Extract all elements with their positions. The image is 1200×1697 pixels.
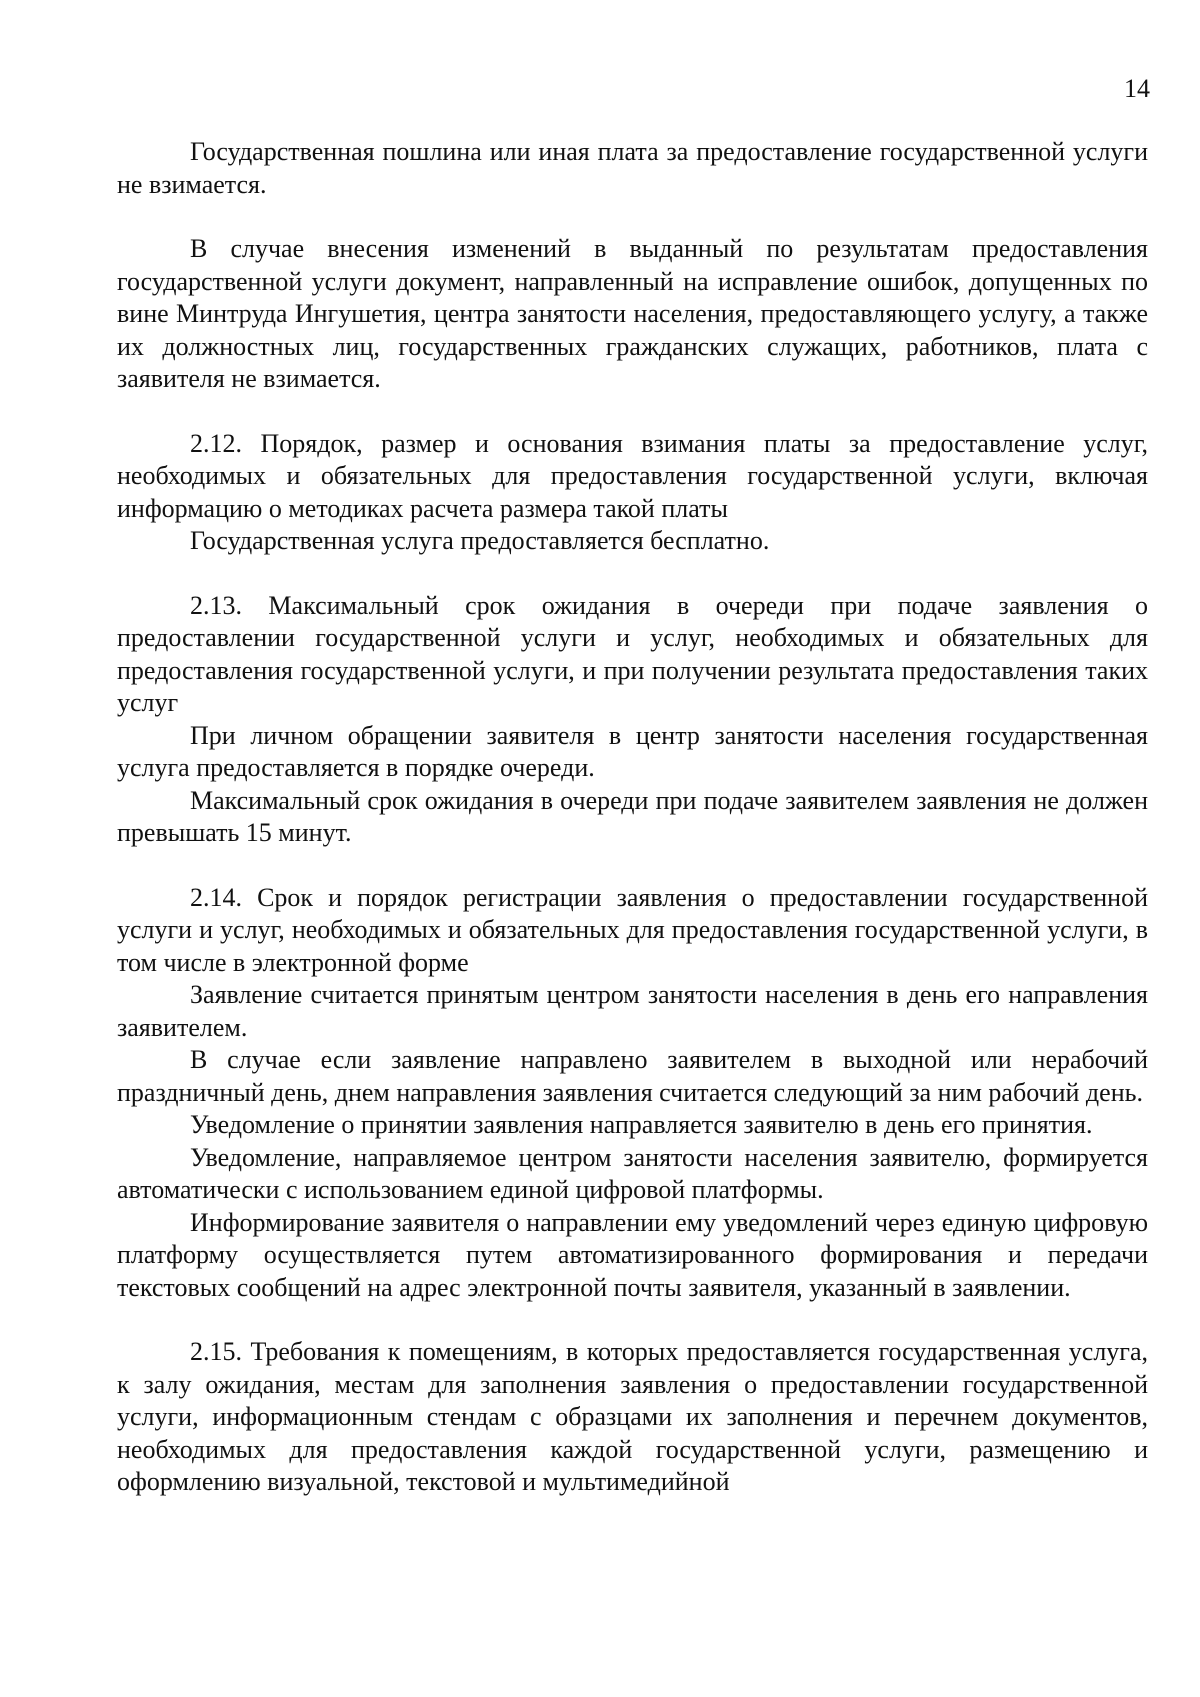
paragraph-holiday-submission: В случае если заявление направлено заявителем в выходной или нерабочий праздничный день, днем направления заявления считается следующий за ним рабочий день. — [117, 1045, 1148, 1107]
paragraph-notification-auto: Уведомление, направляемое центром занятости населения заявителю, формируется автоматически с использованием единой цифровой платформы. — [117, 1142, 1148, 1204]
section-heading-2-13: 2.13. Максимальный срок ожидания в очереди при подаче заявления о предоставлении государственной услуги и услуг, необходимых и обязательных для предоставления государственной услуги, и при получении результата предоставления таких услуг — [117, 590, 1148, 717]
section-heading-2-15: 2.15. Требования к помещениям, в которых предоставляется государственная услуга, к залу ожидания, местам для заполнения заявления о предоставлении государственной услуги, информационным стендам с образцами их заполнения и перечнем документов, необходимых для предоставления каждой государственной услуги, размещению и оформлению визуальной, текстовой и мультимедийной — [117, 1337, 1148, 1496]
paragraph-notification-email: Информирование заявителя о направлении ему уведомлений через единую цифровую платформу осуществляется путем автоматизированного формирования и передачи текстовых сообщений на адрес электронной почты заявителя, указанный в заявлении. — [117, 1207, 1148, 1302]
paragraph-queue-order: При личном обращении заявителя в центр занятости населения государственная услуга предоставляется в порядке очереди. — [117, 720, 1148, 782]
section-heading-2-12: 2.12. Порядок, размер и основания взимания платы за предоставление услуг, необходимых и обязательных для предоставления государственной услуги, включая информацию о методиках расчета размера такой платы — [117, 428, 1148, 523]
paragraph-application-accepted: Заявление считается принятым центром занятости населения в день его направления заявителем. — [117, 980, 1148, 1042]
paragraph-notification-day: Уведомление о принятии заявления направляется заявителю в день его принятия. — [190, 1110, 1093, 1139]
paragraph-max-wait: Максимальный срок ожидания в очереди при подаче заявителем заявления не должен превышать 15 минут. — [117, 785, 1148, 847]
section-heading-2-14: 2.14. Срок и порядок регистрации заявления о предоставлении государственной услуги и услуг, необходимых и обязательных для предоставления государственной услуги, в том числе в электронной форме — [117, 882, 1148, 977]
paragraph-corrections-free: В случае внесения изменений в выданный по результатам предоставления государственной услуги документ, направленный на исправление ошибок, допущенных по вине Минтруда Ингушетия, центра занятости населения, предоставляющего услугу, а также их должностных лиц, государственных гражданских служащих, работников, плата с заявителя не взимается. — [117, 234, 1148, 393]
paragraph-service-free: Государственная услуга предоставляется бесплатно. — [190, 526, 770, 555]
paragraph-fee-not-charged: Государственная пошлина или иная плата за предоставление государственной услуги не взимается. — [117, 137, 1148, 199]
document-body — [117, 136, 1148, 1499]
page-number: 14 — [1124, 74, 1150, 103]
